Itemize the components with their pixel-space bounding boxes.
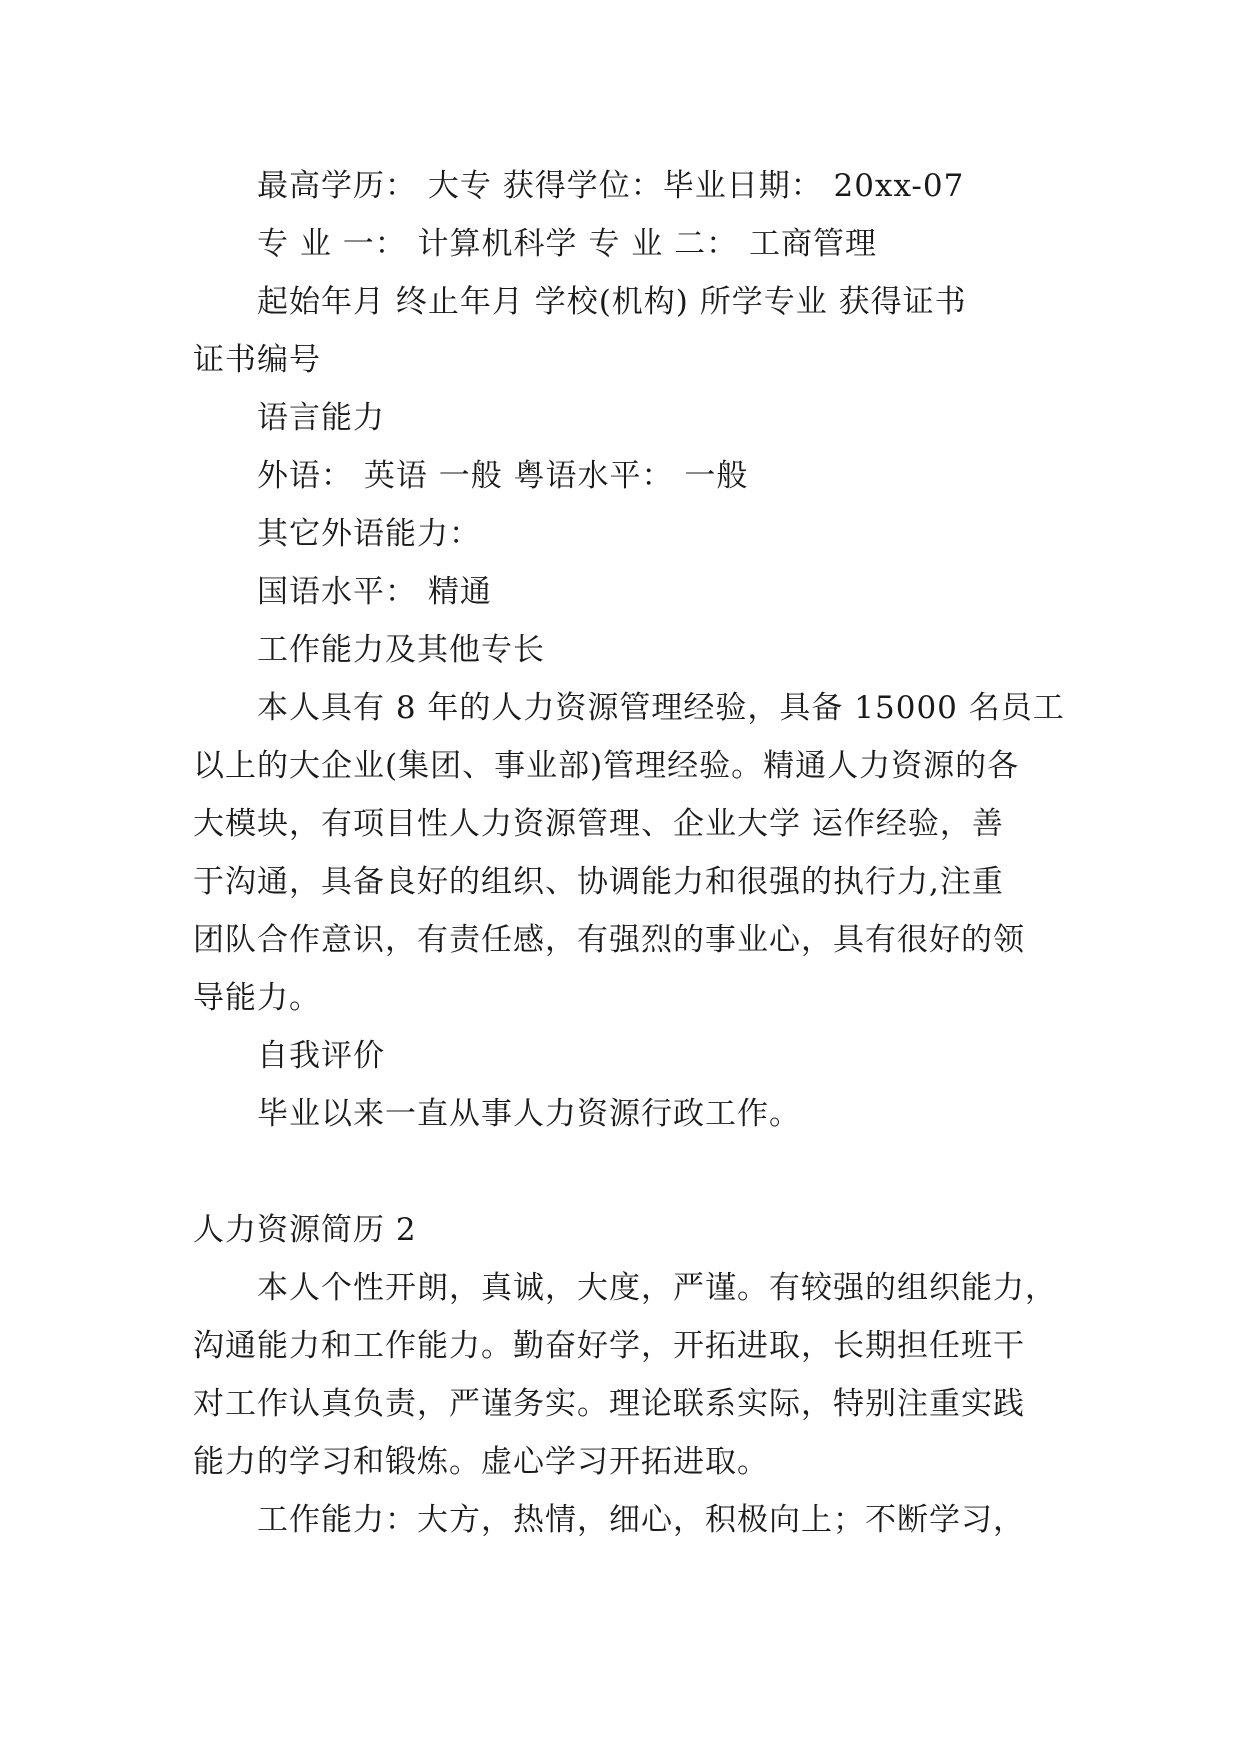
work-ability-line: 工作能力：大方，热情，细心，积极向上；不断学习， xyxy=(257,1502,1025,1538)
self-evaluation-text: 毕业以来一直从事人力资源行政工作。 xyxy=(257,1096,801,1132)
education-table-header: 起始年月 终止年月 学校(机构) 所学专业 获得证书 xyxy=(257,284,967,320)
skills-paragraph-line: 导能力。 xyxy=(193,980,321,1016)
skills-paragraph-line: 本人具有 8 年的人力资源管理经验，具备 15000 名员工 xyxy=(257,690,1065,726)
education-line: 最高学历： 大专 获得学位：毕业日期： 20xx-07 xyxy=(257,168,965,204)
personality-paragraph-line: 沟通能力和工作能力。勤奋好学，开拓进取，长期担任班干 xyxy=(193,1328,1025,1364)
major-line: 专 业 一： 计算机科学 专 业 二： 工商管理 xyxy=(257,226,877,262)
section-heading-self-evaluation: 自我评价 xyxy=(257,1038,385,1074)
skills-paragraph-line: 团队合作意识，有责任感，有强烈的事业心，具有很好的领 xyxy=(193,922,1025,958)
skills-paragraph-line: 于沟通，具备良好的组织、协调能力和很强的执行力,注重 xyxy=(193,864,1004,900)
foreign-language-line: 外语： 英语 一般 粤语水平： 一般 xyxy=(257,458,749,494)
skills-paragraph-line: 以上的大企业(集团、事业部)管理经验。精通人力资源的各 xyxy=(193,748,1020,784)
skills-paragraph-line: 大模块，有项目性人力资源管理、企业大学 运作经验，善 xyxy=(193,806,1004,842)
personality-paragraph-line: 本人个性开朗，真诚，大度，严谨。有较强的组织能力， xyxy=(257,1270,1057,1306)
personality-paragraph-line: 对工作认真负责，严谨务实。理论联系实际，特别注重实践 xyxy=(193,1386,1025,1422)
education-table-header-cont: 证书编号 xyxy=(193,342,321,378)
personality-paragraph-line: 能力的学习和锻炼。虚心学习开拓进取。 xyxy=(193,1444,769,1480)
other-language-line: 其它外语能力： xyxy=(257,516,481,552)
section-heading-skills: 工作能力及其他专长 xyxy=(257,632,545,668)
section-heading-language: 语言能力 xyxy=(257,400,385,436)
document-title-2: 人力资源简历 2 xyxy=(193,1212,417,1248)
mandarin-line: 国语水平： 精通 xyxy=(257,574,492,610)
